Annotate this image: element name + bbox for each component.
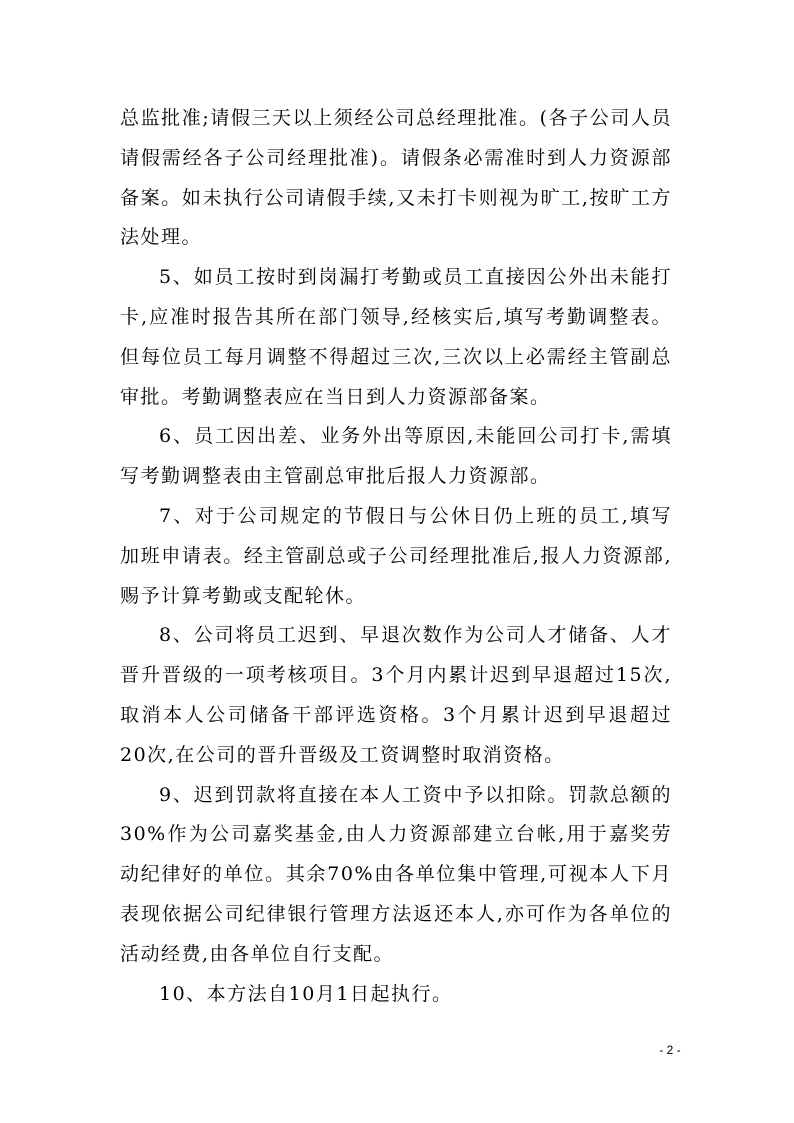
paragraph-leave-approval: 总监批准;请假三天以上须经公司总经理批准。(各子公司人员请假需经各子公司经理批准)。请假条必需准时到人力资源部备案。如未执行公司请假手续,又未打卡则视为旷工,按旷工方法处理。	[120, 107, 672, 249]
paragraph-item-10: 10、本方法自10月1日起执行。	[159, 982, 453, 1005]
paragraph-item-7: 7、对于公司规定的节假日与公休日仍上班的员工,填写加班申请表。经主管副总或子公司经理批准后,报人力资源部,赐予计算考勤或支配轮休。	[120, 504, 672, 607]
page-number: - 2 -	[659, 1043, 681, 1057]
document-body	[120, 99, 672, 1014]
paragraph-item-9: 9、迟到罚款将直接在本人工资中予以扣除。罚款总额的30%作为公司嘉奖基金,由人力资源部建立台帐,用于嘉奖劳动纪律好的单位。其余70%由各单位集中管理,可视本人下月表现依据公司纪律银行管理方法返还本人,亦可作为各单位的活动经费,由各单位自行支配。	[120, 783, 672, 965]
paragraph-item-6: 6、员工因出差、业务外出等原因,未能回公司打卡,需填写考勤调整表由主管副总审批后报人力资源部。	[120, 425, 672, 488]
paragraph-item-8: 8、公司将员工迟到、早退次数作为公司人才储备、人才晋升晋级的一项考核项目。3个月内累计迟到早退超过15次,取消本人公司储备干部评选资格。3个月累计迟到早退超过20次,在公司的晋升晋级及工资调整时取消资格。	[120, 624, 672, 766]
paragraph-item-5: 5、如员工按时到岗漏打考勤或员工直接因公外出未能打卡,应准时报告其所在部门领导,经核实后,填写考勤调整表。但每位员工每月调整不得超过三次,三次以上必需经主管副总审批。考勤调整表应在当日到人力资源部备案。	[120, 266, 672, 408]
